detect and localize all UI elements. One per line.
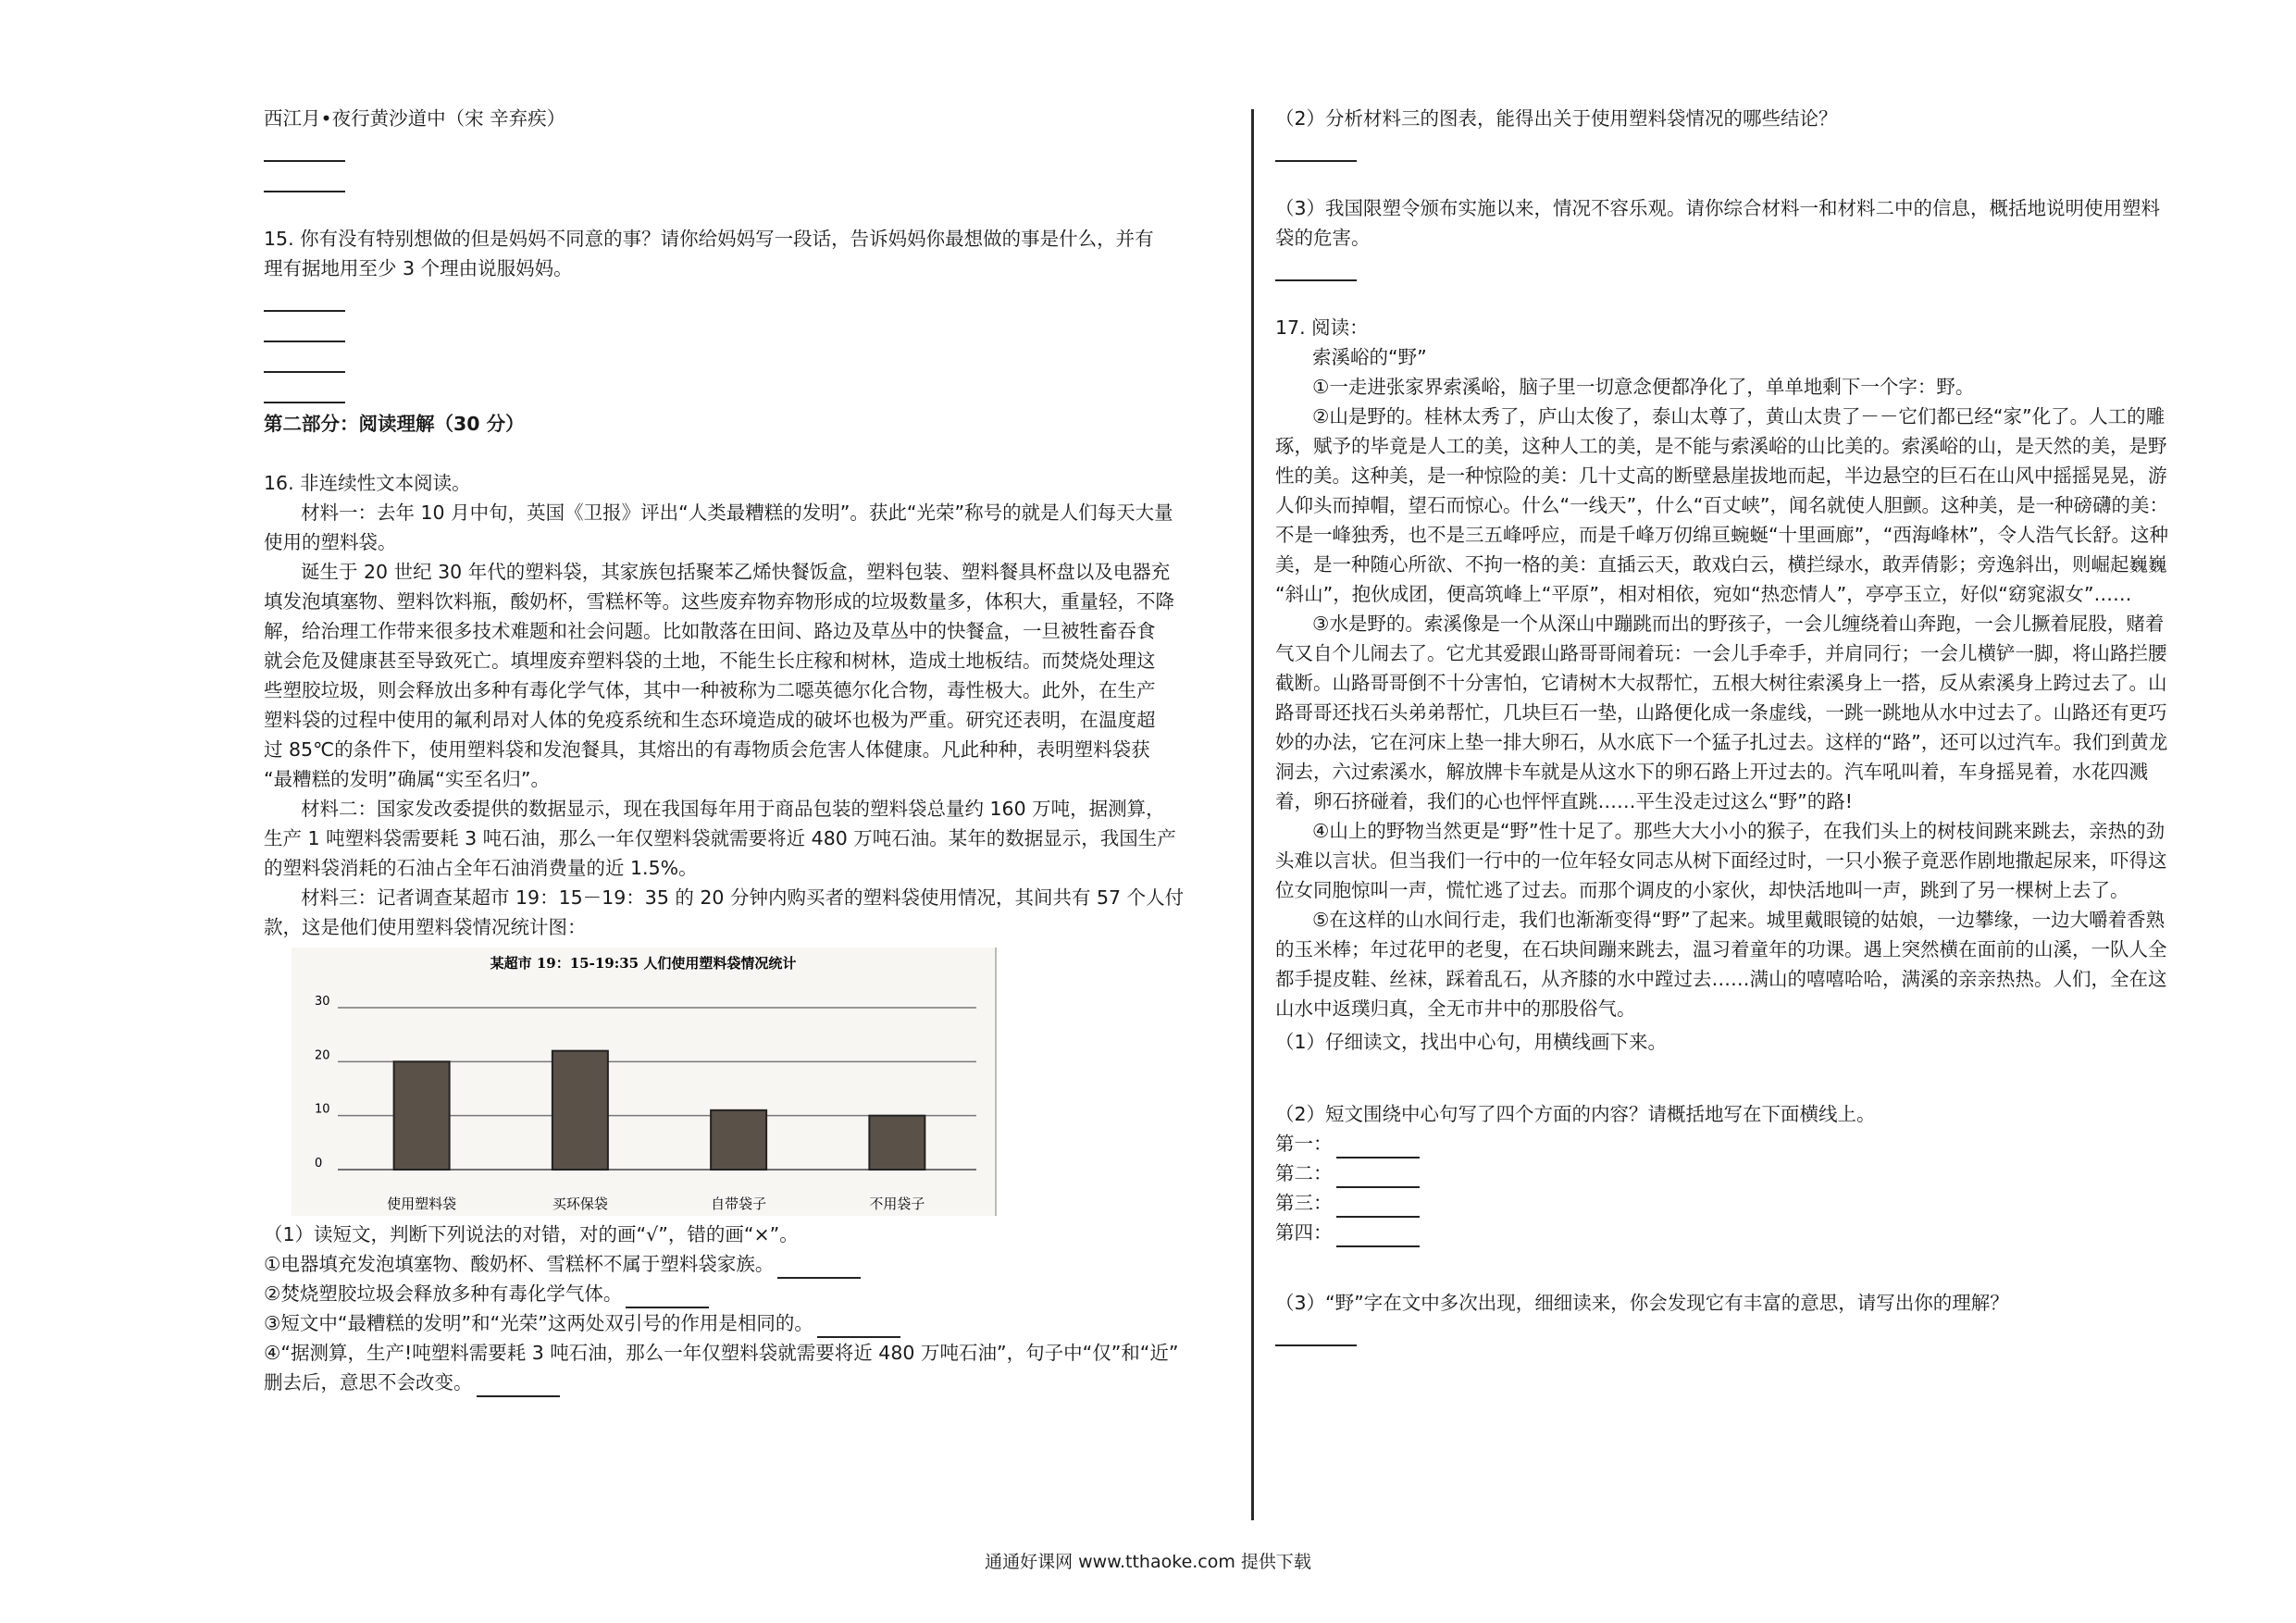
q16-sub1-item4-line2: 删去后，意思不会改变。	[264, 1368, 1226, 1397]
left-column	[264, 104, 1226, 1397]
text-line: 诞生于 20 世纪 30 年代的塑料袋，其家族包括聚苯乙烯快餐饭盒，塑料包装、塑料餐具杯盘以及电器充	[301, 561, 1171, 583]
text-line: 使用的塑料袋。	[264, 531, 397, 553]
essay-line: 着，卵石挤碰着，我们的心也怦怦直跳……平生没走过这么“野”的路!	[1275, 790, 1853, 812]
text-line: 生产 1 吨塑料袋需要耗 3 吨石油，那么一年仅塑料袋就需要将近 480 万吨石油。某年的数据显示，我国生产	[264, 827, 1176, 849]
bar	[869, 1116, 925, 1170]
essay-line: 人仰头而掉帽，望石而惊心。什么“一线天”，什么“百丈峡”，闻名就使人胆颤。这种美，是一种磅礴的美：	[1275, 494, 2168, 516]
q16-sub1-intro: （1）读短文，判断下列说法的对错，对的画“√”，错的画“×”。	[264, 1223, 799, 1245]
material-one	[264, 498, 1226, 794]
text-line: 就会危及健康甚至导致死亡。填埋废弃塑料袋的土地，不能生长庄稼和树林，造成土地板结。而焚烧处理这	[264, 650, 1156, 672]
essay-line: 位女同胞惊叫一声，慌忙逃了过去。而那个调皮的小家伙，却快活地叫一声，跳到了另一棵树上去了。	[1275, 879, 2129, 901]
material-three	[264, 883, 1226, 942]
y-tick-label: 30	[315, 995, 330, 1009]
answer-label: 第二：	[1275, 1162, 1333, 1184]
essay-line: 洞去，六过索溪水，解放牌卡车就是从这水下的卵石路上开过去的。汽车吼叫着，车身摇晃着，水花四溅	[1275, 761, 2148, 783]
y-tick-label: 20	[315, 1048, 330, 1063]
essay-line: 的玉米棒；年过花甲的老叟，在石块间蹦来跳去，温习着童年的功课。遇上突然横在面前的山溪，一队人全	[1275, 938, 2167, 960]
q17-title: 17. 阅读：	[1275, 316, 1369, 339]
text-line: 的塑料袋消耗的石油占全年石油消费量的近 1.5%。	[264, 857, 698, 879]
x-tick-label: 不用袋子	[869, 1196, 925, 1212]
bar	[394, 1061, 450, 1170]
essay-line: “斜山”，抱伙成团，便高筑峰上“平原”，相对相依，宛如“热恋情人”，亭亭玉立，好似“窈窕淑女”……	[1275, 583, 2132, 605]
q16-sub1-item4: ④“据测算，生产!吨塑料需要耗 3 吨石油，那么一年仅塑料袋就需要将近 480 万吨石油”，句子中“仅”和“近”	[264, 1342, 1179, 1364]
text-line: 解，给治理工作带来很多技术难题和社会问题。比如散落在田间、路边及草丛中的快餐盒，一旦被牲畜吞食	[264, 620, 1156, 642]
essay-line: 气又自个儿闹去了。它尤其爱跟山路哥哥闹着玩：一会儿手牵手，并肩同行；一会儿横铲一脚，将山路拦腰	[1275, 642, 2167, 664]
essay-line: ③水是野的。索溪像是一个从深山中蹦跳而出的野孩子，一会儿缠绕着山奔跑，一会儿撅着屁股，赌着	[1312, 613, 2165, 635]
answer-label: 第四：	[1275, 1221, 1333, 1244]
answer-blank[interactable]	[264, 191, 345, 192]
essay-line: 头难以言状。但当我们一行中的一位年轻女同志从树下面经过时，一只小猴子竟恶作剧地撒起尿来，吓得这	[1275, 849, 2167, 872]
poem-title: 西江月•夜行黄沙道中（宋 辛弃疾）	[264, 107, 566, 130]
bar	[711, 1110, 766, 1170]
q17-answer-line	[1275, 1158, 2247, 1188]
text-line: 材料三：记者调查某超市 19：15－19：35 的 20 分钟内购买者的塑料袋使用情况，其间共有 57 个人付	[301, 886, 1185, 909]
answer-label: 第一：	[1275, 1133, 1333, 1155]
text-line: 材料二：国家发改委提供的数据显示，现在我国每年用于商品包装的塑料袋总量约 160 万吨，据测算，	[301, 798, 1165, 820]
answer-blank[interactable]	[264, 341, 345, 342]
essay-line: 都手提皮鞋、丝袜，踩着乱石，从齐膝的水中蹚过去……满山的嘻嘻哈哈，满溪的亲亲热热。人们，全在这	[1275, 968, 2167, 990]
answer-blank[interactable]	[264, 160, 345, 162]
part2-heading: 第二部分：阅读理解（30 分）	[264, 413, 525, 435]
text-line: 材料一：去年 10 月中旬，英国《卫报》评出“人类最糟糕的发明”。获此“光荣”称号的就是人们每天大量	[301, 502, 1173, 524]
q16-sub3-line1: （3）我国限塑令颁布实施以来，情况不容乐观。请你综合材料一和材料二中的信息，概括地说明使用塑料	[1275, 197, 2161, 219]
q16-sub1-item3: ③短文中“最糟糕的发明”和“光荣”这两处双引号的作用是相同的。	[264, 1308, 1226, 1338]
q16-sub1-item1: ①电器填充发泡填塞物、酸奶杯、雪糕杯不属于塑料袋家族。	[264, 1249, 1226, 1279]
q15-line2: 理有据地用至少 3 个理由说服妈妈。	[264, 257, 573, 279]
text-line: 填发泡填塞物、塑料饮料瓶，酸奶杯，雪糕杯等。这些废弃物弃物形成的垃圾数量多，体积大，重量轻，不降	[264, 590, 1174, 613]
answer-blank[interactable]	[264, 310, 345, 312]
q17-answer-line	[1275, 1218, 2247, 1247]
text-line: 款，这是他们使用塑料袋情况统计图：	[264, 916, 587, 938]
essay-line: 山水中返璞归真，全无市井中的那股俗气。	[1275, 997, 1636, 1020]
answer-blank[interactable]	[1275, 279, 1357, 281]
q17-answer-line	[1275, 1129, 2247, 1158]
x-tick-label: 买环保袋	[552, 1196, 608, 1212]
essay-line: ⑤在这样的山水间行走，我们也渐渐变得“野”了起来。城里戴眼镜的姑娘，一边攀缘，一边大嚼着香熟	[1312, 909, 2166, 931]
answer-blank[interactable]	[1336, 1223, 1420, 1247]
material-two	[264, 794, 1226, 883]
essay-line: 路哥哥还找石头弟弟帮忙，几块巨石一垫，山路便化成一条虚线，一跳一跳地从水中过去了。山路还有更巧	[1275, 701, 2167, 724]
column-divider	[1251, 109, 1254, 1520]
answer-blank[interactable]	[1336, 1194, 1420, 1218]
essay-line: 琢，赋予的毕竟是人工的美，这种人工的美，是不能与索溪峪的山比美的。索溪峪的山，是天然的美，是野	[1275, 435, 2167, 457]
q15-line1: 15. 你有没有特别想做的但是妈妈不同意的事？请你给妈妈写一段话，告诉妈妈你最想做的事是什么，并有	[264, 228, 1154, 250]
q17-answer-lines	[1275, 1129, 2247, 1247]
bar-chart	[292, 948, 997, 1216]
essay-line: 不是一峰独秀，也不是三五峰呼应，而是千峰万仞绵亘蜿蜒“十里画廊”，“西海峰林”，令人浩气长舒。这种	[1275, 524, 2168, 546]
q16-sub1-item2: ②焚烧塑胶垃圾会释放多种有毒化学气体。	[264, 1279, 1226, 1308]
q17-answer-line	[1275, 1188, 2247, 1218]
text-line: 过 85℃的条件下，使用塑料袋和发泡餐具，其熔出的有毒物质会危害人体健康。凡此种种，表明塑料袋获	[264, 738, 1150, 761]
bar	[552, 1051, 608, 1170]
answer-blank[interactable]	[1336, 1164, 1420, 1188]
essay-title: 索溪峪的“野”	[1312, 346, 1427, 368]
chart-title: 某超市 19：15-19:35 人们使用塑料袋情况统计	[490, 955, 797, 972]
essay-line: 妙的办法，它在河床上垫一排大卵石，从水底下一个猛子扎过去。这样的“路”，还可以过汽车。我们到黄龙	[1275, 731, 2168, 753]
answer-blank[interactable]	[264, 371, 345, 373]
right-column	[1275, 104, 2247, 1348]
essay-line: ②山是野的。桂林太秀了，庐山太俊了，泰山太尊了，黄山太贵了－－它们都已经“家”化了。人工的雕	[1312, 405, 2166, 427]
answer-blank[interactable]	[1275, 1344, 1357, 1346]
essay-line: ①一走进张家界索溪峪，脑子里一切意念便都净化了，单单地剩下一个字：野。	[1312, 376, 1975, 398]
q17-sub1: （1）仔细读文，找出中心句，用横线画下来。	[1275, 1031, 1668, 1053]
answer-blank[interactable]	[1275, 160, 1357, 162]
bar-chart-svg	[292, 948, 995, 1216]
x-tick-label: 使用塑料袋	[387, 1196, 457, 1212]
q16-sub3-line2: 袋的危害。	[1275, 227, 1371, 249]
answer-blank[interactable]	[1336, 1134, 1420, 1158]
answer-blank[interactable]	[264, 402, 345, 403]
page-footer: 通通好课网 www.tthaoke.com 提供下载	[985, 1552, 1311, 1572]
q17-sub2: （2）短文围绕中心句写了四个方面的内容？请概括地写在下面横线上。	[1275, 1103, 1876, 1125]
answer-blank[interactable]	[626, 1284, 709, 1308]
essay-line: 性的美。这种美，是一种惊险的美：几十丈高的断壁悬崖拔地而起，半边悬空的巨石在山风中摇摇晃晃，游	[1275, 465, 2167, 487]
essay-line: ④山上的野物当然更是“野”性十足了。那些大大小小的猴子，在我们头上的树枝间跳来跳去，亲热的劲	[1312, 820, 2166, 842]
text-line: “最糟糕的发明”确属“实至名归”。	[264, 768, 550, 790]
x-tick-label: 自带袋子	[711, 1196, 767, 1212]
essay-line: 美，是一种随心所欲、不拘一格的美：直插云天，敢戏白云，横拦绿水，敢弄倩影；旁逸斜出，则崛起巍巍	[1275, 553, 2167, 576]
answer-label: 第三：	[1275, 1192, 1333, 1214]
text-line: 塑料袋的过程中使用的氟利昂对人体的免疫系统和生态环境造成的破坏也极为严重。研究还表明，在温度超	[264, 709, 1156, 731]
y-tick-label: 0	[315, 1157, 323, 1171]
q16-sub2: （2）分析材料三的图表，能得出关于使用塑料袋情况的哪些结论？	[1275, 107, 1838, 130]
answer-blank[interactable]	[817, 1314, 900, 1338]
answer-blank[interactable]	[477, 1373, 560, 1397]
text-line: 些塑胶垃圾，则会释放出多种有毒化学气体，其中一种被称为二噁英德尔化合物，毒性极大。此外，在生产	[264, 679, 1156, 701]
q17-sub3: （3）“野”字在文中多次出现，细细读来，你会发现它有丰富的意思，请写出你的理解？	[1275, 1292, 2009, 1314]
q16-title: 16. 非连续性文本阅读。	[264, 472, 471, 494]
answer-blank[interactable]	[777, 1255, 861, 1279]
essay-body	[1275, 372, 2247, 1023]
essay-line: 截断。山路哥哥倒不十分害怕，它请树木大叔帮忙，五根大树往索溪身上一搭，反从索溪身上跨过去了。山	[1275, 672, 2167, 694]
y-tick-label: 10	[315, 1102, 330, 1117]
